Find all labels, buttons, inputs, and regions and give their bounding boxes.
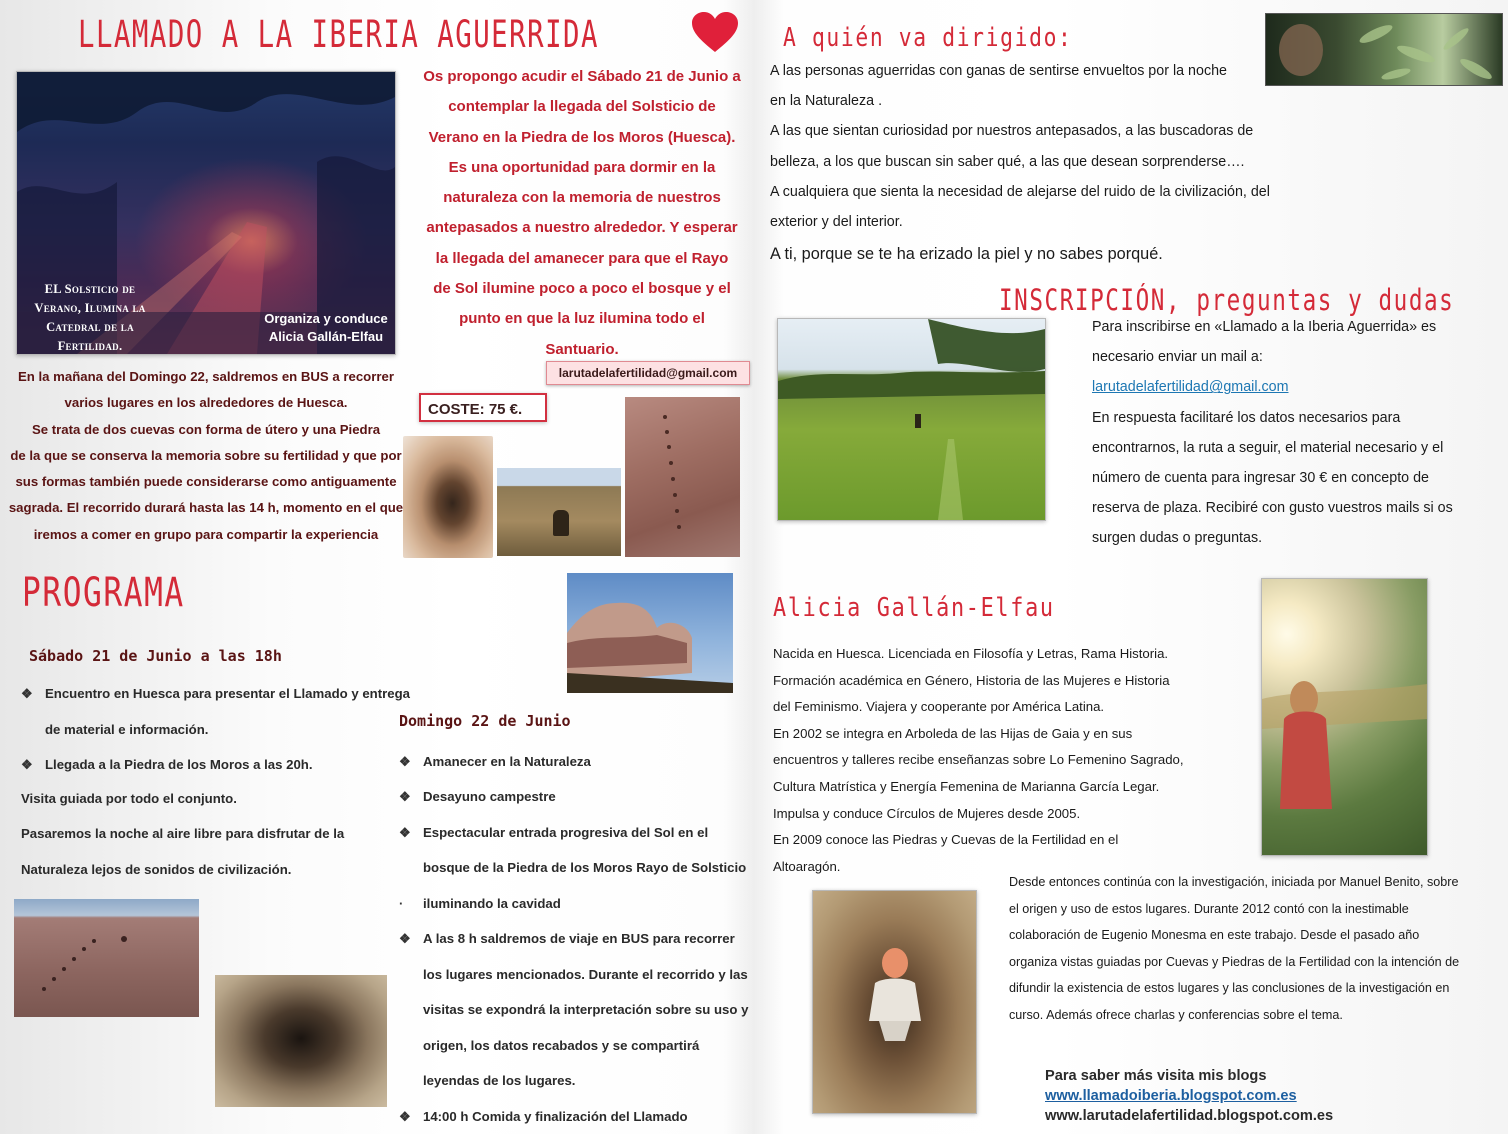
list-item: ❖ Amanecer en la Naturaleza bbox=[399, 754, 591, 769]
dirigido-paragraph: A las personas aguerridas con ganas de sentirse envueltos por la noche en la Naturaleza . A las que sientan curiosidad por nuestros antepasados, a las buscadoras de belleza, a los que buscan sin saber qué, a las que desean sorprenderse…. A cualquiera que sienta la necesidad de alejarse del ruido de la civilización, del exterior y del interior. bbox=[770, 63, 1270, 231]
list-item: los lugares mencionados. Durante el recorrido y las bbox=[423, 966, 748, 982]
bio-paragraph-2: Desde entonces continúa con la investigación, iniciada por Manuel Benito, sobre el origen y uso de estos lugares. Durante 2012 contó con la inestimable colaboración de Eugenio Monesma en este trabajo. Desde el pasado año organiza vistas guiadas por Cuevas y Piedras de la Fertilidad con la intención de difundir la existencia de estos lugares y las conclusiones de la investigación en curso. Además ofrece charlas y conferencias sobre el tema. bbox=[1009, 875, 1460, 1022]
leaves-portrait-photo bbox=[1265, 13, 1503, 86]
list-item: ❖ Desayuno campestre bbox=[399, 789, 556, 805]
bio-title: Alicia Gallán-Elfau bbox=[773, 593, 1055, 623]
list-item: ❖ Encuentro en Huesca para presentar el Llamado y entrega bbox=[21, 686, 410, 701]
stone-cave-photo bbox=[497, 468, 621, 556]
domingo-heading: Domingo 22 de Junio bbox=[399, 712, 571, 730]
list-item: leyendas de los lugares. bbox=[423, 1073, 576, 1089]
list-item: ❖ Llegada a la Piedra de los Moros a las 20h. bbox=[21, 757, 313, 772]
email-tag[interactable] bbox=[546, 361, 750, 385]
crescent-moon-icon bbox=[10, 12, 50, 52]
page-title: LLAMADO A LA IBERIA AGUERRIDA bbox=[78, 13, 599, 56]
email-tag-text[interactable]: larutadelafertilidad@gmail.com bbox=[558, 366, 738, 380]
domingo-list bbox=[399, 744, 748, 1134]
list-item: origen, los datos recabados y se compartirá bbox=[423, 1037, 700, 1053]
inscripcion-paragraph: Para inscribirse en «Llamado a la Iberia Aguerrida» es necesario enviar un mail a: larutadelafertilidad@gmail.com En respuesta facilitaré los datos necesarios para encontrarnos, la ruta a seguir, el material necesario y el número de cuenta para ingresar 30 € en concepto de reserva de plaza. Recibiré con gusto vuestros mails si os surgen dudas o preguntas. bbox=[1092, 319, 1453, 547]
rock-cupules-photo bbox=[14, 899, 199, 1017]
domingo-paragraph: En la mañana del Domingo 22, saldremos en BUS a recorrer varios lugares en los alrededores de Huesca. Se trata de dos cuevas con forma de útero y una Piedra de la que se conserva la memoria sobre su fertilidad y que por sus formas también puede considerarse como antiguamente sagrada. El recorrido durará hasta las 14 h, momento en el que iremos a comer en grupo para compartir la experiencia bbox=[8, 369, 404, 542]
list-item: visitas se expondrá la interpretación sobre su uso y bbox=[423, 1002, 749, 1018]
inscripcion-title: INSCRIPCIÓN, preguntas y dudas bbox=[999, 283, 1455, 317]
programa-title: PROGRAMA bbox=[22, 570, 185, 616]
list-item: ❖ Espectacular entrada progresiva del Sol en el bbox=[399, 824, 709, 840]
dirigido-title: A quién va dirigido: bbox=[783, 23, 1073, 53]
blog-link-larutadelafertilidad[interactable]: www.larutadelafertilidad.blogspot.com.es bbox=[1045, 1108, 1334, 1124]
bio-paragraph: Nacida en Huesca. Licenciada en Filosofía y Letras, Rama Historia. Formación académica en Género, Historia de las Mujeres e Historia del Feminismo. Viajera y cooperante por América Latina. En 2002 se integra en Arboleda de las Hijas de Gaia y en sus encuentros y talleres recibe enseñanzas sobre Lo Femenino Sagrado, Cultura Matrística y Energía Femenina de Marianna García Legar. Impulsa y conduce Círculos de Mujeres desde 2005. En 2009 conoce las Piedras y Cuevas de la Fertilidad en el Altoaragón. bbox=[773, 646, 1184, 874]
list-item: bosque de la Piedra de los Moros Rayo de Solsticio bbox=[423, 860, 747, 876]
blog-link-llamadoiberia[interactable]: www.llamadoiberia.blogspot.com.es bbox=[1045, 1088, 1297, 1104]
cost-text: COSTE: 75 €. bbox=[428, 401, 523, 418]
portrait-sunlight-photo bbox=[1261, 578, 1428, 856]
rock-wall-photo bbox=[625, 397, 740, 557]
rock-formation-photo bbox=[567, 573, 733, 693]
intro-paragraph: Os propongo acudir el Sábado 21 de Junio a contemplar la llegada del Solsticio de Verano en la Piedra de los Moros (Huesca). Es una oportunidad para dormir en la naturaleza con la memoria de nuestros antepasados a nuestro alrededor. Y esperar la llegada del amanecer para que el Rayo de Sol ilumine poco a poco el bosque y el punto en que la luz ilumina todo el Santuario. bbox=[423, 68, 741, 358]
heart-icon bbox=[690, 12, 740, 54]
dirigido-final: A ti, porque se te ha erizado la piel y no sabes porqué. bbox=[770, 245, 1163, 263]
blogs-heading: Para saber más visita mis blogs bbox=[1045, 1068, 1267, 1084]
photo-caption-left: EL Solsticio de Verano, Ilumina la Catedral de la Fertilidad. bbox=[34, 282, 146, 353]
sabado-plain-text: Visita guiada por todo el conjunto. Pasaremos la noche al aire libre para disfrutar de la Naturaleza lejos de sonidos de civilización. bbox=[21, 791, 345, 877]
solstice-forest-photo bbox=[16, 71, 396, 355]
meadow-photo bbox=[777, 318, 1046, 521]
cave-hole-photo bbox=[215, 975, 387, 1107]
list-item: ❖ 14:00 h Comida y finalización del Llamado bbox=[399, 1108, 688, 1124]
cave-portrait-photo bbox=[812, 890, 977, 1114]
list-item: ❖ A las 8 h saldremos de viaje en BUS para recorrer bbox=[399, 931, 735, 947]
sabado-heading: Sábado 21 de Junio a las 18h bbox=[29, 647, 282, 665]
cost-box bbox=[419, 393, 547, 422]
sabado-list bbox=[21, 676, 410, 783]
list-item: de material e información. bbox=[45, 721, 209, 737]
blogs-block bbox=[1045, 1066, 1333, 1126]
list-item: · iluminando la cavidad bbox=[399, 895, 561, 911]
cave-entrance-photo bbox=[403, 436, 493, 558]
inscripcion-email-link[interactable]: larutadelafertilidad@gmail.com bbox=[1092, 379, 1289, 396]
photo-caption-right: Organiza y conduce Alicia Gallán-Elfau bbox=[264, 311, 388, 344]
